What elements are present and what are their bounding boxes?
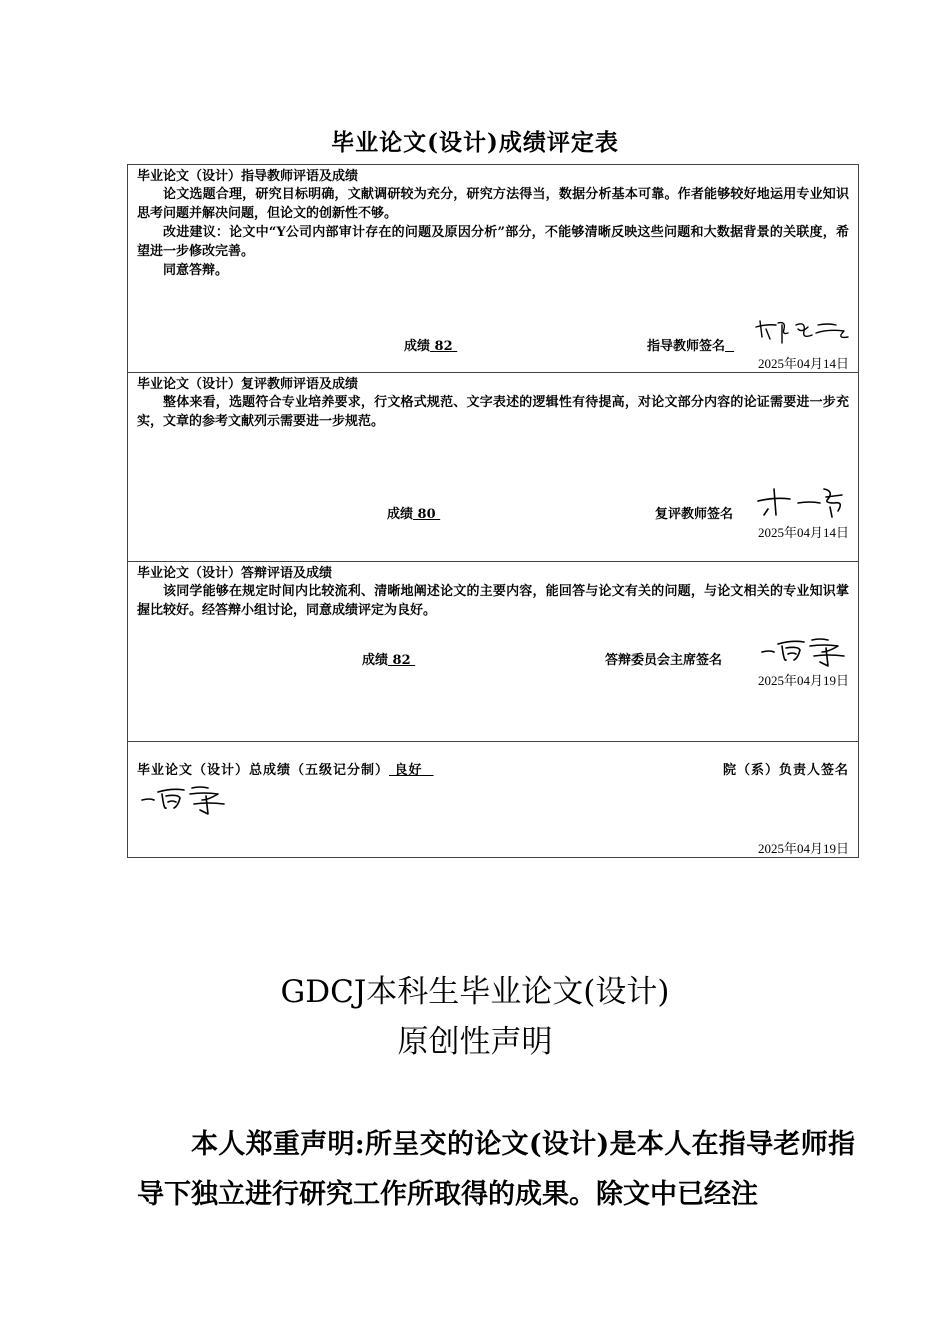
total-date: 2025年04月19日	[757, 841, 849, 856]
defense-date: 2025年04月19日	[757, 673, 849, 688]
total-grade	[137, 762, 434, 779]
advisor-comment-3: 同意答辩。	[163, 263, 229, 278]
reviewer-comments	[137, 393, 849, 431]
defense-section	[128, 562, 858, 742]
defense-grade	[362, 652, 415, 669]
defense-signature-label: 答辩委员会主席签名	[605, 653, 723, 668]
reviewer-signature	[754, 481, 850, 521]
advisor-comment-1: 论文选题合理，研究目标明确，文献调研较为充分，研究方法得当，数据分析基本可靠。作者能够较好地运用专业知识思考问题并解决问题，但论文的创新性不够。	[137, 187, 849, 221]
declaration-title: GDCJ本科生毕业论文(设计)	[280, 974, 670, 1010]
reviewer-comment-1: 整体来看，选题符合专业培养要求，行文格式规范、文字表述的逻辑性有待提高，对论文部分内容的论证需要进一步充实，文章的参考文献列示需要进一步规范。	[137, 395, 849, 429]
advisor-signature-label	[647, 338, 734, 355]
reviewer-section	[128, 373, 858, 562]
defense-grade-label: 成绩	[362, 653, 389, 668]
total-section	[128, 742, 858, 859]
declaration-body	[137, 1120, 855, 1220]
advisor-comment-2: 改进建议：论文中“Y公司内部审计存在的问题及原因分析”部分，不能够清晰反映这些问题和大数据背景的关联度，希望进一步修改完善。	[137, 225, 849, 259]
advisor-grade-value: 82	[430, 339, 458, 354]
reviewer-signature-label: 复评教师签名	[655, 507, 734, 522]
advisor-section	[128, 165, 858, 373]
defense-comment-1: 该同学能够在规定时间内比较流利、清晰地阐述论文的主要内容，能回答与论文有关的问题，与论文相关的专业知识掌握比较好。经答辩小组讨论，同意成绩评定为良好。	[137, 584, 849, 618]
reviewer-grade	[387, 506, 440, 523]
reviewer-heading: 毕业论文（设计）复评教师评语及成绩	[137, 377, 359, 392]
advisor-grade-label: 成绩	[404, 339, 431, 354]
advisor-comments	[137, 185, 849, 280]
advisor-signature-label-text: 指导教师签名	[647, 339, 726, 354]
advisor-signature	[752, 315, 852, 347]
defense-signature	[758, 634, 850, 668]
total-grade-value: 良好	[389, 763, 434, 778]
reviewer-date: 2025年04月14日	[757, 525, 849, 540]
defense-comments	[137, 582, 849, 620]
defense-heading: 毕业论文（设计）答辩评语及成绩	[137, 566, 333, 581]
grade-table	[127, 164, 859, 858]
total-signature	[138, 782, 230, 816]
defense-grade-value: 82	[388, 653, 416, 668]
declaration-paragraph: 本人郑重声明:所呈交的论文(设计)是本人在指导老师指导下独立进行研究工作所取得的成果。除文中已经注	[137, 1129, 855, 1210]
advisor-date: 2025年04月14日	[757, 356, 849, 371]
total-grade-label: 毕业论文（设计）总成绩（五级记分制）	[137, 763, 390, 778]
advisor-heading: 毕业论文（设计）指导教师评语及成绩	[137, 169, 359, 184]
reviewer-grade-value: 80	[413, 507, 441, 522]
reviewer-grade-label: 成绩	[387, 507, 414, 522]
table-title: 毕业论文(设计)成绩评定表	[331, 129, 619, 156]
declaration-subtitle: 原创性声明	[397, 1024, 553, 1060]
advisor-grade	[404, 338, 457, 355]
total-signature-label: 院（系）负责人签名	[722, 763, 849, 778]
